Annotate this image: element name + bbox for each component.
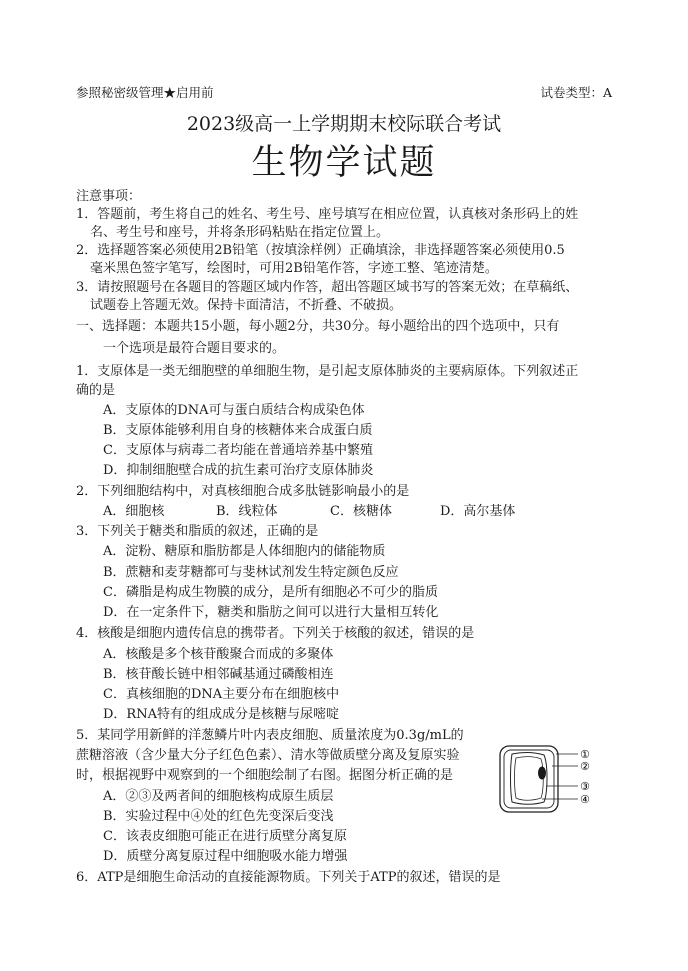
notice-line: 名、考生号和座号，并将条形码粘贴在指定位置上。 <box>90 225 390 240</box>
option-a: A．核酸是多个核苷酸聚合而成的多聚体 <box>103 647 334 662</box>
question-stem: 5．某同学用新鲜的洋葱鳞片叶内表皮细胞、质量浓度为0.3g/mL的 <box>76 728 464 743</box>
notice-line: 2．选择题答案必须使用2B铅笔（按填涂样例）正确填涂，非选择题答案必须使用0.5 <box>76 243 565 258</box>
option-d: D．高尔基体 <box>440 504 516 519</box>
header-right: 试卷类型：A <box>540 85 612 100</box>
option-a: A．②③及两者间的细胞核构成原生质层 <box>103 789 334 804</box>
notice-line: 1．答题前，考生将自己的姓名、考生号、座号填写在相应位置，认真核对条形码上的姓 <box>76 207 579 222</box>
option-b: B．线粒体 <box>216 504 278 519</box>
question-stem: 6．ATP是细胞生命活动的直接能源物质。下列关于ATP的叙述，错误的是 <box>76 870 501 885</box>
option-a: A．细胞核 <box>103 504 165 519</box>
section-heading-cont: 一个选项是最符合题目要求的。 <box>103 341 286 356</box>
figure-label: ② <box>580 760 590 773</box>
option-d: D．在一定条件下，糖类和脂肪之间可以进行大量相互转化 <box>103 605 439 620</box>
option-b: B．支原体能够利用自身的核糖体来合成蛋白质 <box>103 423 373 438</box>
option-c: C．支原体与病毒二者均能在普通培养基中繁殖 <box>103 443 373 458</box>
exam-subtitle: 2023级高一上学期期末校际联合考试 <box>186 113 502 135</box>
option-b: B．实验过程中④处的红色先变深后变浅 <box>103 809 334 824</box>
question-stem-cont: 确的是 <box>76 383 116 398</box>
figure-label: ① <box>580 748 590 761</box>
question-stem-cont: 蔗糖溶液（含少量大分子红色色素）、清水等做质壁分离及复原实验 <box>76 748 460 763</box>
question-stem: 4．核酸是细胞内遗传信息的携带者。下列关于核酸的叙述，错误的是 <box>76 626 475 641</box>
option-c: C．该表皮细胞可能正在进行质壁分离复原 <box>103 829 347 844</box>
question-stem: 3．下列关于糖类和脂质的叙述，正确的是 <box>76 524 319 539</box>
section-heading: 一、选择题：本题共15小题，每小题2分，共30分。每小题给出的四个选项中，只有 <box>76 319 560 334</box>
notice-line: 毫米黑色签字笔写，绘图时，可用2B铅笔作答，字迹工整、笔迹清楚。 <box>90 261 498 276</box>
option-c: C．核糖体 <box>330 504 392 519</box>
question-stem: 1．支原体是一类无细胞壁的单细胞生物，是引起支原体肺炎的主要病原体。下列叙述正 <box>76 364 579 379</box>
option-d: D．抑制细胞壁合成的抗生素可治疗支原体肺炎 <box>103 463 374 478</box>
option-d: D．RNA特有的组成成分是核糖与尿嘧啶 <box>103 707 339 722</box>
notice-heading: 注意事项： <box>76 189 142 204</box>
option-d: D．质壁分离复原过程中细胞吸水能力增强 <box>103 849 348 864</box>
figure-label: ③ <box>580 780 590 793</box>
exam-title: 生物学试题 <box>251 143 437 183</box>
option-a: A．支原体的DNA可与蛋白质结合构成染色体 <box>103 403 365 418</box>
header-left: 参照秘密级管理★启用前 <box>76 85 214 100</box>
notice-line: 3．请按照题号在各题目的答题区域内作答，超出答题区域书写的答案无效；在草稿纸、 <box>76 280 579 295</box>
figure-label: ④ <box>580 793 590 806</box>
notice-line: 试题卷上答题无效。保持卡面清洁，不折叠、不破损。 <box>90 298 403 313</box>
option-c: C．磷脂是构成生物膜的成分，是所有细胞必不可少的脂质 <box>103 585 438 600</box>
option-b: B．蔗糖和麦芽糖都可与斐林试剂发生特定颜色反应 <box>103 565 399 580</box>
cell-diagram <box>498 744 598 814</box>
plasmolysis-cell-figure <box>498 744 598 820</box>
question-stem-cont: 时，根据视野中观察到的一个细胞绘制了右图。据图分析正确的是 <box>76 768 454 783</box>
nucleus <box>538 767 546 780</box>
option-a: A．淀粉、糖原和脂肪都是人体细胞内的储能物质 <box>103 544 386 559</box>
question-stem: 2．下列细胞结构中，对真核细胞合成多肽链影响最小的是 <box>76 484 410 499</box>
option-b: B．核苷酸长链中相邻碱基通过磷酸相连 <box>103 667 334 682</box>
option-c: C．真核细胞的DNA主要分布在细胞核中 <box>103 687 340 702</box>
